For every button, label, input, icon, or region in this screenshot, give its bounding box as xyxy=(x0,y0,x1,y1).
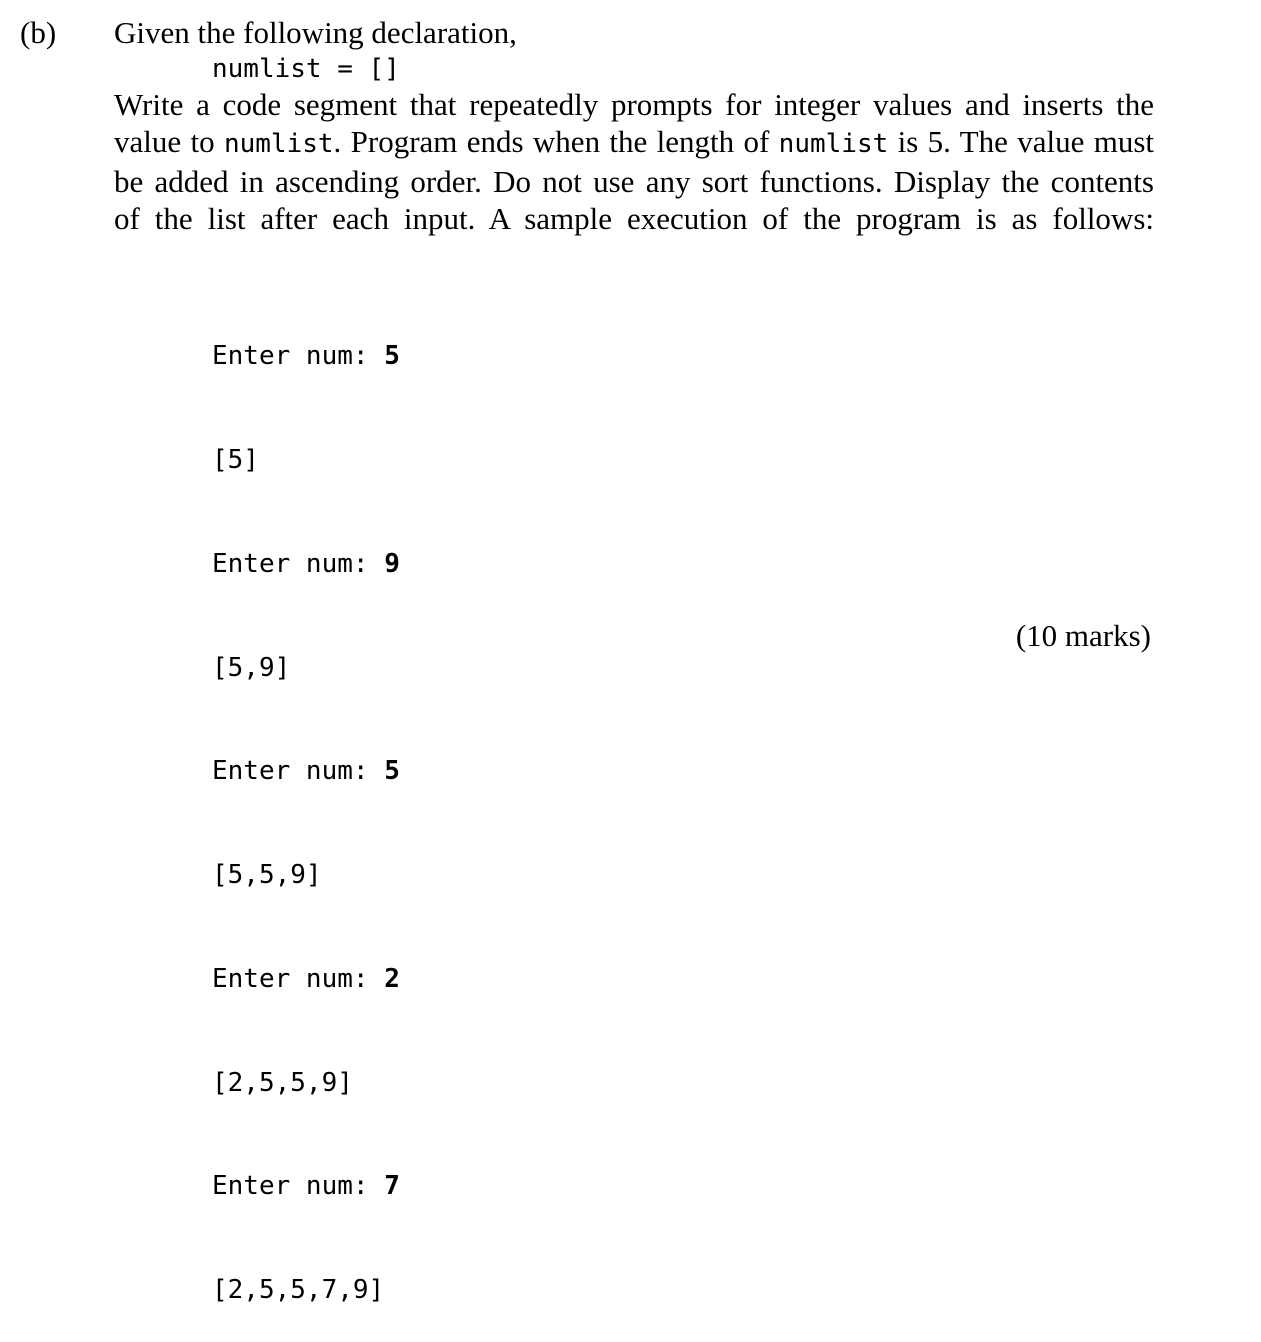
inline-code: numlist xyxy=(223,129,334,159)
input-value: 5 xyxy=(384,341,400,372)
paragraph-line-2 xyxy=(114,123,1154,163)
prompt-line xyxy=(212,962,400,997)
prompt-line xyxy=(212,1169,400,1204)
inline-code: numlist xyxy=(778,129,889,159)
input-value: 9 xyxy=(384,548,400,579)
prompt-line xyxy=(212,339,400,374)
prompt-line xyxy=(212,754,400,789)
paragraph-line-1: Write a code segment that repeatedly prompts for integer values and inserts the xyxy=(114,87,1154,122)
paragraph-line-4: of the list after each input. A sample execution of the program is as follows: xyxy=(114,201,1154,236)
sample-execution xyxy=(212,270,400,1342)
paragraph-text: value to xyxy=(114,124,224,159)
prompt-text: Enter num: xyxy=(212,963,385,994)
output-line: [2,5,5,7,9] xyxy=(212,1275,385,1306)
prompt-text: Enter num: xyxy=(212,756,385,787)
question-paragraph xyxy=(114,86,1154,237)
prompt-line xyxy=(212,547,400,582)
output-line: [5,9] xyxy=(212,652,291,683)
marks-label: (10 marks) xyxy=(1015,618,1151,653)
prompt-text: Enter num: xyxy=(212,341,385,372)
prompt-text: Enter num: xyxy=(212,1171,385,1202)
input-value: 2 xyxy=(384,963,400,994)
output-line: [2,5,5,9] xyxy=(212,1067,353,1098)
question-intro: Given the following declaration, xyxy=(114,15,517,50)
paragraph-text: is 5. The value must xyxy=(888,124,1154,159)
output-line: [5] xyxy=(212,444,259,475)
output-line: [5,5,9] xyxy=(212,860,322,891)
declaration-code: numlist = [] xyxy=(212,54,400,84)
question-label: (b) xyxy=(20,15,57,50)
input-value: 5 xyxy=(384,756,400,787)
paragraph-line-3: be added in ascending order. Do not use any sort functions. Display the contents xyxy=(114,164,1154,199)
paragraph-text: . Program ends when the length of xyxy=(333,124,779,159)
prompt-text: Enter num: xyxy=(212,548,385,579)
input-value: 7 xyxy=(384,1171,400,1202)
